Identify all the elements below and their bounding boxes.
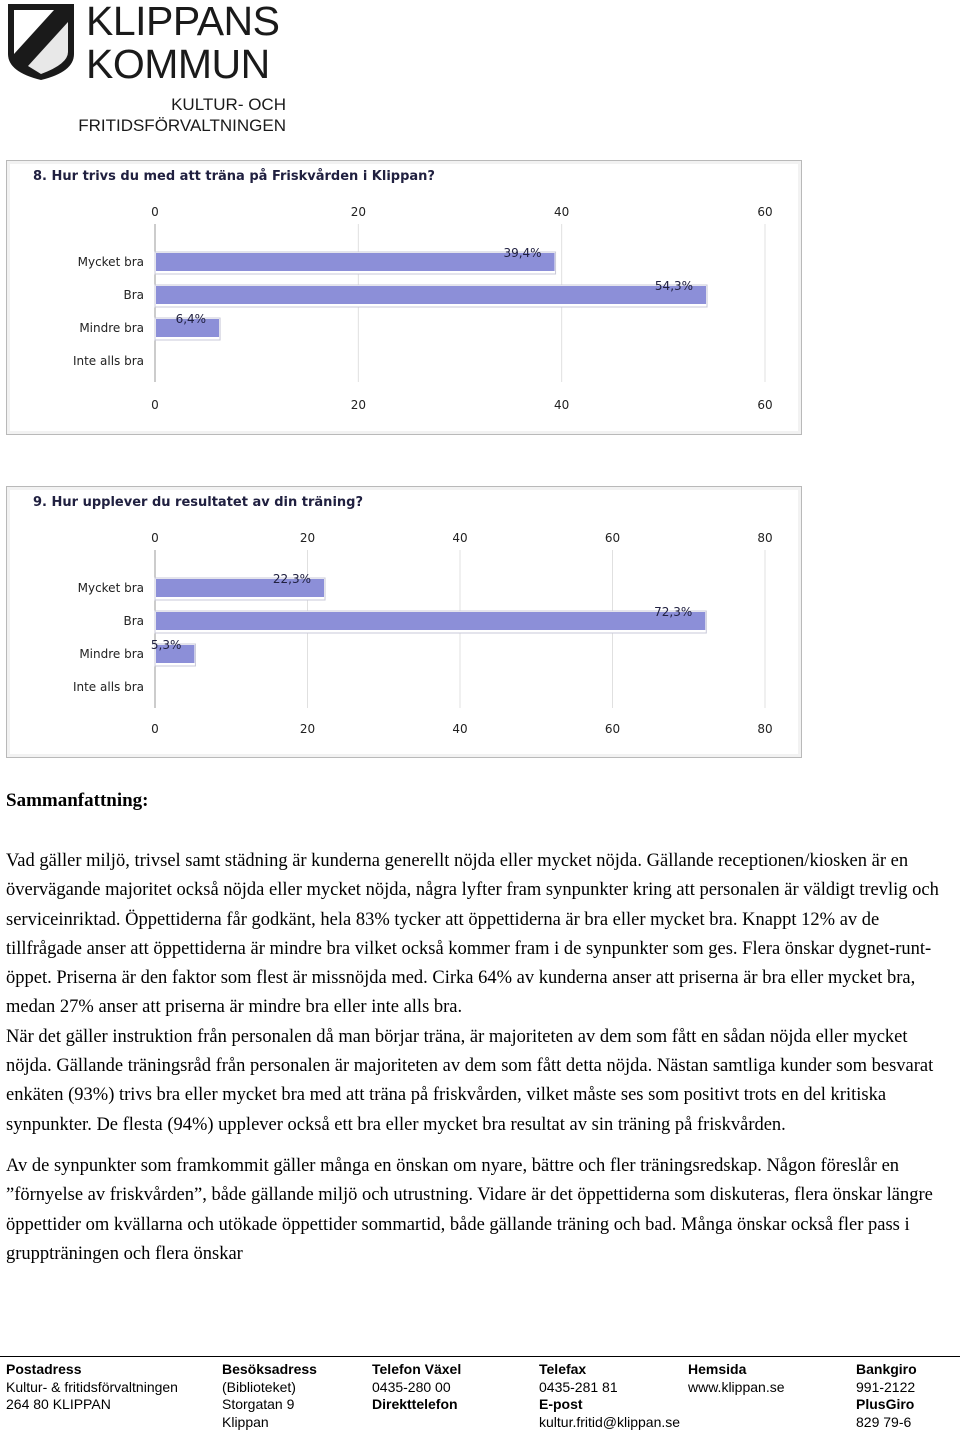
klippan-logo xyxy=(6,2,296,138)
chart-title: 8. Hur trivs du med att träna på Friskvården i Klippan? xyxy=(33,169,435,184)
x-tick-label-bottom: 20 xyxy=(350,398,366,412)
chart-title: 9. Hur upplever du resultatet av din träning? xyxy=(33,495,363,510)
x-tick-label-bottom: 40 xyxy=(452,722,468,736)
summary-heading: Sammanfattning: xyxy=(6,790,149,811)
x-tick-label-top: 0 xyxy=(151,205,159,219)
category-label: Mycket bra xyxy=(77,581,144,595)
data-label: 54,3% xyxy=(654,279,694,293)
x-tick-label-top: 60 xyxy=(604,531,621,545)
category-label: Mindre bra xyxy=(79,321,144,335)
footer-telefax: Telefax 0435-281 81 E-post kultur.fritid@klippan.se xyxy=(539,1361,681,1430)
chart-plot xyxy=(7,487,801,757)
logo-name: KLIPPANS KOMMUN xyxy=(86,0,280,87)
x-tick-label-bottom: 80 xyxy=(757,722,773,736)
x-tick-label-top: 20 xyxy=(350,205,366,219)
x-tick-label-top: 20 xyxy=(299,531,316,545)
category-label: Mycket bra xyxy=(77,255,144,269)
footer-telefon: Telefon Växel 0435-280 00 Direkttelefon xyxy=(372,1361,462,1412)
category-label: Mindre bra xyxy=(79,647,144,661)
bar xyxy=(156,253,555,271)
bar xyxy=(156,286,706,304)
coat-of-arms-icon xyxy=(6,2,86,82)
x-tick-label-top: 0 xyxy=(151,531,159,545)
x-tick-label-bottom: 60 xyxy=(604,722,621,736)
category-label: Bra xyxy=(123,614,144,628)
page-footer xyxy=(0,1356,960,1434)
data-label: 5,3% xyxy=(150,638,182,652)
category-label: Bra xyxy=(123,288,144,302)
x-tick-label-top: 40 xyxy=(554,205,570,219)
footer-hemsida: Hemsida www.klippan.se xyxy=(688,1361,785,1395)
x-tick-label-bottom: 60 xyxy=(757,398,773,412)
data-label: 6,4% xyxy=(175,312,207,326)
x-tick-label-top: 40 xyxy=(452,531,468,545)
x-tick-label-bottom: 40 xyxy=(554,398,570,412)
x-tick-label-bottom: 20 xyxy=(299,722,316,736)
chart-plot xyxy=(7,161,801,434)
data-label: 22,3% xyxy=(272,572,312,586)
x-tick-label-bottom: 0 xyxy=(151,722,159,736)
chart-question-9 xyxy=(6,486,802,758)
footer-postadress: Postadress Kultur- & fritidsförvaltningen 264 80 KLIPPAN xyxy=(6,1361,178,1412)
data-label: 39,4% xyxy=(503,246,542,260)
category-label: Inte alls bra xyxy=(72,680,144,694)
bar xyxy=(156,612,705,630)
logo-subtitle: KULTUR- OCH FRITIDSFÖRVALTNINGEN xyxy=(78,95,286,135)
data-label: 72,3% xyxy=(654,605,693,619)
footer-besoksadress: Besöksadress (Biblioteket) Storgatan 9 Klippan xyxy=(222,1361,317,1430)
summary-paragraph-1: Vad gäller miljö, trivsel samt städning är kunderna generellt nöjda eller mycket nöjda. Gällande receptionen/kiosken är en övervägande majoritet också nöjda eller mycket nöjda, några lyfter fram synpunkter kring att personalen är väldigt trevlig och serviceinriktad. Öppettiderna får godkänt, hela 83% tycker att öppettiderna är bra eller mycket bra. Knappt 12% av de tillfrågade anser att öppettiderna är mindre bra vilket också kommer fram i de synpunkter som ges. Flera önskar dygnet-runt-öppet. Priserna är den faktor som flest är missnöjda med. Cirka 64% av kunderna anser att priserna är bra eller mycket bra, medan 27% anser att priserna är mindre bra eller inte alls bra. När det gäller instruktion från personalen då man börjar träna, är majoriteten av dem som fått en sådan nöjda eller mycket nöjda. Gällande träningsråd från personalen är majoriteten av dem som fått detta nöjda. Nästan samtliga kunder som besvarat enkäten (93%) trivs bra eller mycket bra med att träna på friskvården, vilket måste ses som positivt trots en del kritiska synpunkter. De flesta (94%) upplever också ett bra eller mycket bra resultat av sin träning på friskvården. xyxy=(6,851,939,1135)
summary-paragraph-2: Av de synpunkter som framkommit gäller många en önskan om nyare, bättre och fler träningsredskap. Någon föreslår en ”förnyelse av friskvården”, både gällande miljö och utrustning. Vidare är det öppettiderna som diskuteras, flera önskar längre öppettider om kvällarna och utökade öppettider sommartid, både gällande träning och bad. Många önskar också fler pass i gruppträningen och flera önskar xyxy=(6,1155,933,1264)
category-label: Inte alls bra xyxy=(72,354,144,368)
x-tick-label-bottom: 0 xyxy=(151,398,159,412)
x-tick-label-top: 80 xyxy=(757,531,773,545)
footer-bankgiro: Bankgiro 991-2122 PlusGiro 829 79-6 xyxy=(856,1361,917,1430)
x-tick-label-top: 60 xyxy=(757,205,773,219)
chart-question-8 xyxy=(6,160,802,435)
summary-section xyxy=(6,786,956,1269)
